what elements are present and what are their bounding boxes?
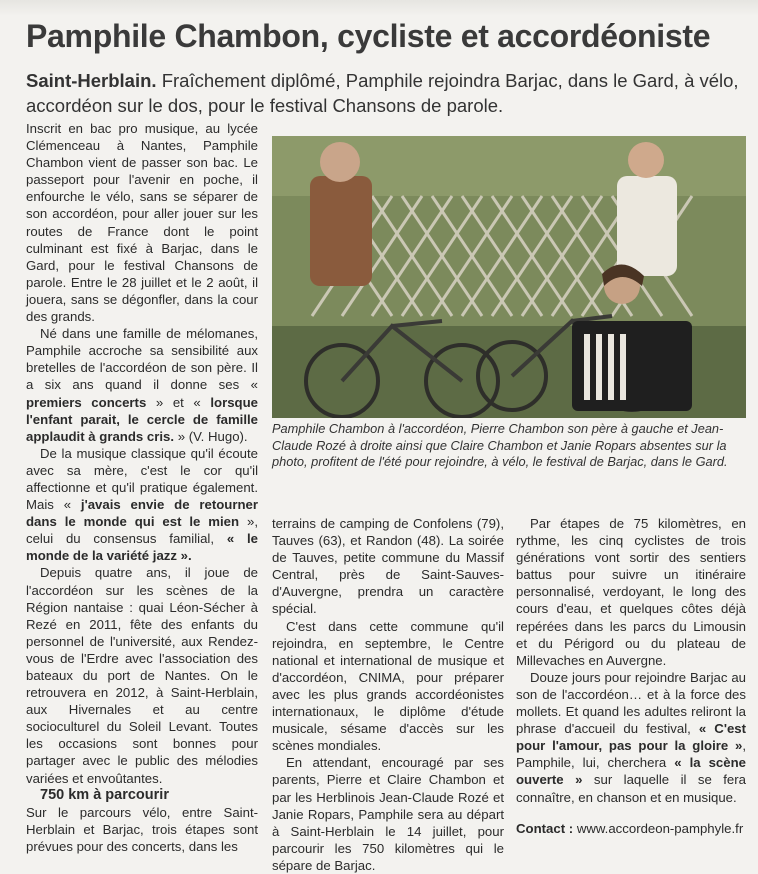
column-1: [26, 120, 258, 855]
article-headline: Pamphile Chambon, cycliste et accordéoniste: [26, 18, 711, 54]
column-2: [272, 515, 504, 874]
subheading: 750 km à parcourir: [40, 786, 169, 803]
text-run: » et «: [155, 394, 201, 410]
text-run: Douze jours pour rejoindre Barjac au son de l'accordéon… et à la force des mollets. Et quand les adultes reliront la phrase d'accueil du festival,: [516, 669, 746, 737]
text-run: , Pamphile, lui, cherchera: [516, 738, 746, 771]
column-3: [516, 515, 746, 837]
text-run: », celui du consensus familial,: [26, 514, 258, 547]
quote-bold: j'avais envie de retourner dans le monde qui est le mien: [26, 497, 259, 530]
text-run: » (V. Hugo).: [177, 428, 248, 444]
photo-caption: Pamphile Chambon à l'accordéon, Pierre Chambon son père à gauche et Jean-Claude Rozé à droite ainsi que Claire Chambon et Janie Ropars absentes sur la photo, profitent de l'été pour rejoindre, à vélo, le festival de Barjac, dans le Gard.: [272, 421, 728, 470]
quote-bold: premiers concerts: [26, 394, 147, 410]
col1-paragraph-3: [26, 445, 258, 565]
col1-paragraph-4: Depuis quatre ans, il joue de l'accordéon sur les scènes de la Région nantaise : quai Léon-Sécher à Rezé en 2011, fête des enfants du personnel de l'université, aux Rendez-vous de l'Erdre avec l'association des bateaux du port de Nantes. On le retrouvera en 2012, à Saint-Herblain, aux Hivernales et au centre socioculturel du Soleil Levant. Toutes les occasions sont bonnes pour partager avec le public des mélodies variées et envoûtantes.: [26, 565, 258, 786]
col3-paragraph-2: [516, 669, 746, 806]
photo-illustration: [272, 136, 746, 418]
contact-line: [516, 820, 746, 837]
contact-label: Contact :: [516, 820, 574, 836]
col2-paragraph-1: terrains de camping de Confolens (79), Tauves (63), et Randon (48). La soirée de Tauves, petite commune du Massif Central, près de Saint-Sauves-d'Auvergne, prendra un caractère spécial.: [272, 516, 504, 617]
col1-paragraph-2: [26, 325, 258, 445]
text-run: De la musique classique qu'il écoute avec sa mère, c'est le cor qu'il affectionne et qu'il pratique également. Mais «: [26, 445, 258, 513]
previous-page-bleed: [0, 0, 758, 16]
quote-bold: lorsque l'enfant parait, le cercle de famille applaudit à grands cris.: [26, 394, 258, 444]
quote-bold: « C'est pour l'amour, pas pour la gloire »: [516, 721, 747, 754]
article-photo: [272, 136, 746, 418]
quote-bold: « le monde de la variété jazz ».: [26, 531, 258, 564]
text-run: Né dans une famille de mélomanes, Pamphile accroche sa sensibilité aux bretelles de l'accordéon de son père. Il a six ans quand il donne ses «: [26, 326, 258, 393]
col3-paragraph-1: Par étapes de 75 kilomètres, en rythme, les cinq cyclistes de trois générations vont sortir des sentiers battus pour suivre un itinéraire personnalisé, verdoyant, le long des cours d'eau, et quelques côtes déjà repérées dans les parcs du Limousin et du Périgord ou du plateau de Millevaches en Auvergne.: [516, 516, 746, 668]
contact-link[interactable]: www.accordeon-pamphyle.fr: [576, 820, 744, 836]
article-lead: [26, 68, 746, 118]
col2-paragraph-2: C'est dans cette commune qu'il rejoindra, en septembre, le Centre national et international de musique et d'accordéon, CNIMA, pour préparer avec les plus grands accordéonistes internationaux, le diplôme d'étude musicale, sésame d'accès sur les scènes mondiales.: [272, 618, 504, 754]
col2-paragraph-3: En attendant, encouragé par ses parents, Pierre et Claire Chambon et par les Herblinois Jean-Claude Rozé et Janie Ropars, Pamphile sera au départ à Saint-Herblain le 14 juillet, pour parcourir les 750 kilomètres qui le sépare de Barjac.: [272, 755, 504, 873]
col1-paragraph-1: Inscrit en bac pro musique, au lycée Clémenceau à Nantes, Pamphile Chambon vient de passer son bac. Le passeport pour l'avenir en poche, il enfourche le vélo, sans se séparer de son accordéon, pour aller jouer sur les routes de France dont le point culminant est fixé à Barjac, dans le Gard, pour le festival Chansons de parole. Entre le 28 juillet et le 2 août, il jouera, sans se dégonfler, dans la cour des grands.: [26, 121, 258, 325]
lead-place: Saint-Herblain.: [26, 70, 157, 91]
lead-text: Fraîchement diplômé, Pamphile rejoindra Barjac, dans le Gard, à vélo, accordéon sur le dos, pour le festival Chansons de parole.: [26, 70, 739, 116]
text-run: sur laquelle il se fera connaître, en chanson et en musique.: [516, 772, 746, 805]
col1-paragraph-5: Sur le parcours vélo, entre Saint-Herblain et Barjac, trois étapes sont prévues pour des concerts, dans les: [26, 804, 258, 854]
quote-bold: « la scène ouverte »: [516, 755, 746, 788]
